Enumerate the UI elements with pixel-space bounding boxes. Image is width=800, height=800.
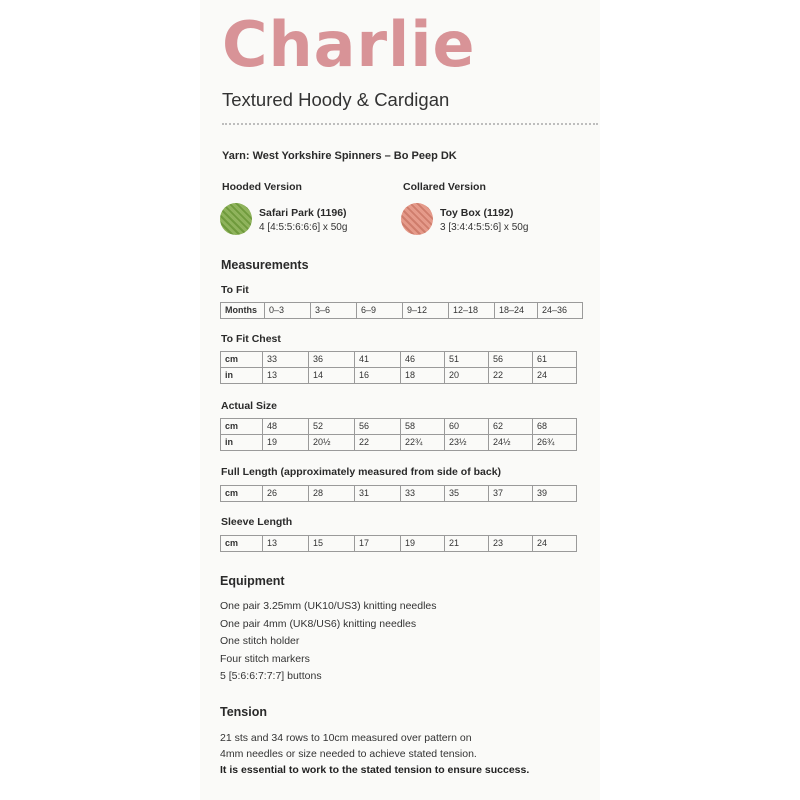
chest-table (220, 351, 577, 384)
table-row (221, 303, 583, 319)
table-cell: 36 (309, 352, 355, 368)
table-cell: 14 (309, 368, 355, 384)
table-cell: 24 (533, 368, 577, 384)
table-cell: 33 (263, 352, 309, 368)
row-label: cm (221, 536, 263, 552)
table-cell: 48 (263, 419, 309, 435)
table-cell: 68 (533, 419, 577, 435)
table-row (221, 486, 577, 502)
table-cell: 46 (401, 352, 445, 368)
table-cell: 6–9 (357, 303, 403, 319)
to-fit-label: To Fit (221, 284, 249, 296)
table-cell: 9–12 (403, 303, 449, 319)
table-cell: 19 (401, 536, 445, 552)
table-cell: 24 (533, 536, 577, 552)
tension-line: 21 sts and 34 rows to 10cm measured over pattern on (220, 732, 472, 744)
actual-size-table (220, 418, 577, 451)
table-cell: 56 (355, 419, 401, 435)
yarn-line: Yarn: West Yorkshire Spinners – Bo Peep DK (222, 150, 457, 162)
table-cell: 37 (489, 486, 533, 502)
yarn-swatch-safari-park (220, 203, 252, 235)
table-cell: 13 (263, 368, 309, 384)
yarn-colour-name: Toy Box (1192) (440, 207, 514, 219)
yarn-swatch-toy-box (401, 203, 433, 235)
yarn-quantity: 4 [4:5:5:6:6:6] x 50g (259, 222, 348, 233)
hooded-version-heading: Hooded Version (222, 181, 302, 193)
table-cell: 23 (489, 536, 533, 552)
table-cell: 18 (401, 368, 445, 384)
actual-size-label: Actual Size (221, 400, 278, 412)
table-row (221, 368, 577, 384)
table-cell: 3–6 (311, 303, 357, 319)
table-cell: 39 (533, 486, 577, 502)
table-cell: 60 (445, 419, 489, 435)
chest-label: To Fit Chest (221, 333, 281, 345)
full-length-label: Full Length (approximately measured from side of back) (221, 466, 502, 478)
table-cell: 22¾ (401, 435, 445, 451)
table-cell: 33 (401, 486, 445, 502)
table-cell: 41 (355, 352, 401, 368)
table-cell: 22 (489, 368, 533, 384)
list-item: One pair 3.25mm (UK10/US3) knitting needles (220, 600, 437, 612)
sleeve-length-label: Sleeve Length (221, 516, 293, 528)
table-cell: 26¾ (533, 435, 577, 451)
row-label: in (221, 368, 263, 384)
table-cell: 61 (533, 352, 577, 368)
list-item: 5 [5:6:6:7:7:7] buttons (220, 670, 322, 682)
table-cell: 56 (489, 352, 533, 368)
table-cell: 0–3 (265, 303, 311, 319)
table-cell: 26 (263, 486, 309, 502)
row-label: cm (221, 419, 263, 435)
dotted-divider (222, 123, 598, 125)
table-cell: 58 (401, 419, 445, 435)
table-cell: 52 (309, 419, 355, 435)
table-cell: 13 (263, 536, 309, 552)
table-cell: 51 (445, 352, 489, 368)
table-cell: 23½ (445, 435, 489, 451)
tension-text (220, 730, 529, 778)
row-label: cm (221, 486, 263, 502)
pattern-title: Charlie (222, 8, 476, 81)
to-fit-table (220, 302, 583, 319)
sleeve-length-table (220, 535, 577, 552)
row-label: in (221, 435, 263, 451)
row-label: cm (221, 352, 263, 368)
full-length-table (220, 485, 577, 502)
table-cell: 15 (309, 536, 355, 552)
equipment-list (220, 598, 437, 686)
tension-line: 4mm needles or size needed to achieve stated tension. (220, 748, 477, 760)
table-cell: 62 (489, 419, 533, 435)
list-item: One pair 4mm (UK8/US6) knitting needles (220, 617, 417, 630)
table-cell: 24½ (489, 435, 533, 451)
table-cell: 18–24 (495, 303, 538, 319)
table-cell: 16 (355, 368, 401, 384)
table-cell: 35 (445, 486, 489, 502)
measurements-heading: Measurements (221, 258, 309, 272)
yarn-colour-name: Safari Park (1196) (259, 207, 347, 219)
list-item: One stitch holder (220, 635, 300, 647)
table-cell: 17 (355, 536, 401, 552)
yarn-quantity: 3 [3:4:4:5:5:6] x 50g (440, 222, 529, 233)
table-row (221, 435, 577, 451)
pattern-subtitle: Textured Hoody & Cardigan (222, 89, 450, 110)
equipment-heading: Equipment (220, 574, 285, 588)
tension-note: It is essential to work to the stated tension to ensure success. (220, 764, 530, 776)
table-cell: 20½ (309, 435, 355, 451)
tension-heading: Tension (220, 705, 267, 719)
table-cell: 24–36 (538, 303, 583, 319)
table-row (221, 352, 577, 368)
table-cell: 22 (355, 435, 401, 451)
table-row (221, 536, 577, 552)
list-item: Four stitch markers (220, 652, 310, 665)
collared-version-heading: Collared Version (403, 181, 486, 193)
table-cell: 21 (445, 536, 489, 552)
table-row (221, 419, 577, 435)
table-cell: 31 (355, 486, 401, 502)
table-cell: 19 (263, 435, 309, 451)
table-cell: 20 (445, 368, 489, 384)
row-label: Months (221, 303, 265, 319)
table-cell: 28 (309, 486, 355, 502)
table-cell: 12–18 (449, 303, 495, 319)
